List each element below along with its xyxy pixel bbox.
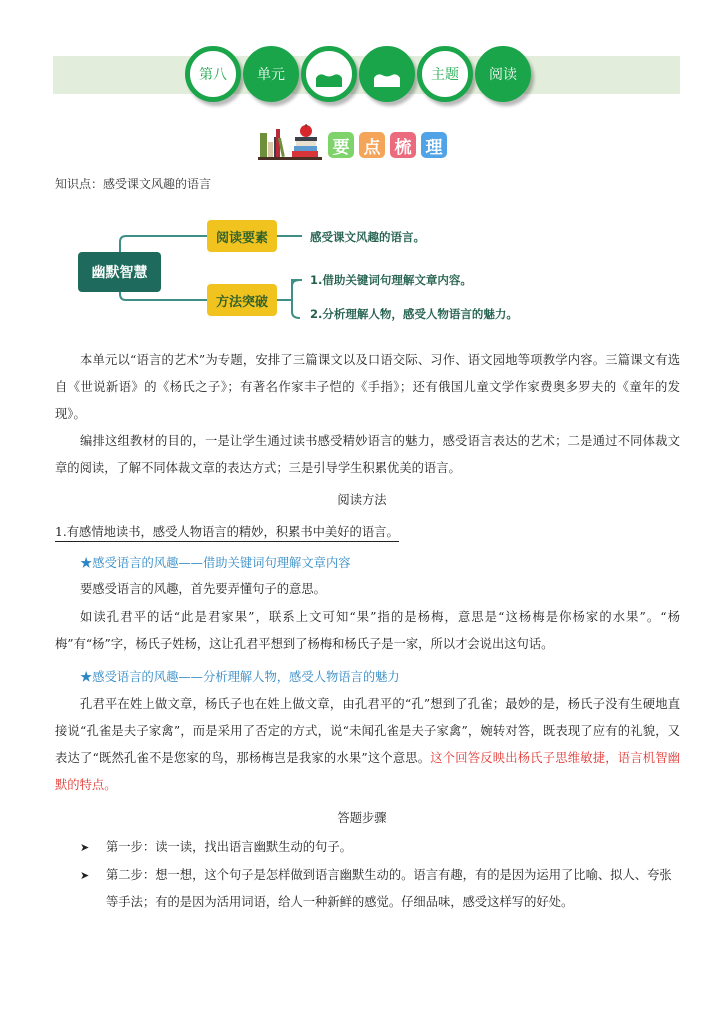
- mindmap-root: 幽默智慧: [78, 252, 161, 292]
- answer-step-1: [80, 834, 680, 861]
- mindmap-leaf: 1.借助关键词句理解文章内容。: [310, 273, 472, 287]
- subheading-character: ★感受语言的风趣——分析理解人物，感受人物语言的魅力: [80, 670, 400, 684]
- circle-label: 主题: [431, 67, 459, 83]
- step-text: 第一步：读一读，找出语言幽默生动的句子。: [106, 840, 352, 854]
- purpose-paragraph: 编排这组教材的目的，一是让学生通过读书感受精妙语言的魅力，感受语言表达的艺术；二是通过不同体裁文章的阅读，了解不同体裁文章的表达方式；三是引导学生积累优美的语言。: [55, 434, 680, 475]
- section-title: [258, 124, 447, 160]
- answer-step-2: [80, 862, 680, 916]
- title-char: 理: [421, 132, 447, 158]
- circle-theme: [417, 46, 473, 102]
- mindmap-leaf: 感受课文风趣的语言。: [310, 230, 425, 244]
- circle-label: 阅读: [489, 67, 517, 83]
- mindmap-leaf: 2.分析理解人物，感受人物语言的魅力。: [310, 307, 518, 321]
- circle-label: 单元: [257, 67, 285, 83]
- title-char: 点: [359, 132, 385, 158]
- green-bump-icon: [316, 73, 342, 87]
- step-text: 第二步：想一想，这个句子是怎样做到语言幽默生动的。语言有趣，有的是因为运用了比喻、拟人、夸张等手法；有的是因为活用词语，给人一种新鲜的感觉。仔细品味，感受这样写的好处。: [106, 868, 672, 909]
- intro-paragraph: 本单元以“语言的艺术”为专题，安排了三篇课文以及口语交际、习作、语文园地等项教学内容。三篇课文有选自《世说新语》的《杨氏之子》；有著名作家丰子恺的《手指》；还有俄国儿童文学作家费奥多罗夫的《童年的发现》。: [55, 353, 680, 421]
- knowledge-point: 知识点：感受课文风趣的语言: [55, 177, 212, 191]
- reading-method-title: 阅读方法: [337, 493, 387, 507]
- circle-decoration: [301, 46, 357, 102]
- title-chars: [328, 132, 447, 158]
- arrow-bullet-icon: ➤: [80, 841, 90, 854]
- analysis-text: 孔君平在姓上做文章，杨氏子也在姓上做文章，由孔君平的“孔”想到了孔雀；最妙的是，杨氏子没有生硬地直接说“孔雀是夫子家禽”，而是采用了否定的方式，说“未闻孔雀是夫子家禽”，婉转对答，既表现了应有的礼貌，又表达了“既然孔雀不是您家的鸟，那杨梅岂是我家的水果”这个意思。: [55, 697, 680, 765]
- books-apple-icon: [258, 124, 322, 160]
- mindmap-branch-method: 方法突破: [207, 284, 277, 316]
- circle-unit-number: [185, 46, 241, 102]
- circle-label: 第八: [199, 67, 227, 83]
- arrow-bullet-icon: ➤: [80, 869, 90, 882]
- reading-point-1: 1.有感情地读书，感受人物语言的精妙，积累书中美好的语言。: [55, 522, 399, 542]
- highlight-conclusion: 这个回答反映出杨氏子思维敏捷，语言机智幽默的特点。: [55, 751, 680, 792]
- analysis-paragraph: [55, 691, 680, 799]
- circle-reading: [475, 46, 531, 102]
- example-paragraph: 如读孔君平的话“此是君家果”，联系上文可知“果”指的是杨梅，意思是“这杨梅是你杨家的水果”。“杨梅”有“杨”字，杨氏子姓杨，这让孔君平想到了杨梅和杨氏子是一家，所以才会说出这句话。: [55, 610, 680, 651]
- subheading-keywords: ★感受语言的风趣——借助关键词句理解文章内容: [80, 556, 351, 570]
- title-char: 梳: [390, 132, 416, 158]
- mindmap: [70, 210, 540, 325]
- title-char: 要: [328, 132, 354, 158]
- answer-steps-title: 答题步骤: [337, 811, 387, 825]
- circle-unit: [243, 46, 299, 102]
- circle-decoration: [359, 46, 415, 102]
- unit-title-circles: [185, 46, 533, 104]
- white-bump-icon: [374, 73, 400, 87]
- mindmap-branch-reading-element: 阅读要素: [207, 220, 277, 252]
- method-paragraph: 要感受语言的风趣，首先要弄懂句子的意思。: [80, 582, 326, 596]
